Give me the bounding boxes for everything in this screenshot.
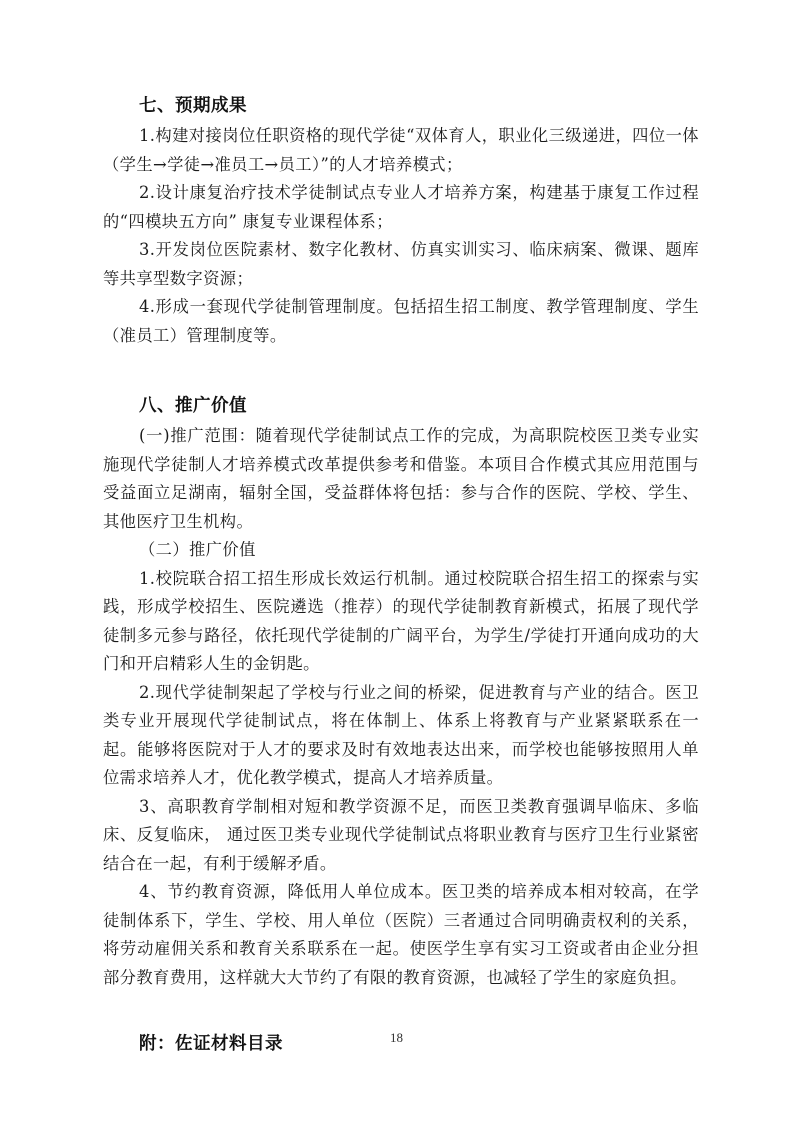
section-heading: 附：佐证材料目录 [139, 1034, 283, 1054]
subheading: （二）推广价值 [139, 540, 256, 559]
paragraph: 3.开发岗位医院素材、数字化教材、仿真实训实习、临床病案、微课、题库等共享型数字资源； [103, 240, 699, 288]
section-heading: 八、推广价值 [139, 396, 247, 416]
paragraph: (一)推广范围：随着现代学徒制试点工作的完成，为高职院校医卫类专业实施现代学徒制人才培养模式改革提供参考和借鉴。本项目合作模式其应用范围与受益面立足湖南，辐射全国，受益群体将包括：参与合作的医院、学校、学生、其他医疗卫生机构。 [103, 426, 699, 531]
paragraph: 4、节约教育资源，降低用人单位成本。医卫类的培养成本相对较高，在学徒制体系下，学生、学校、用人单位（医院）三者通过合同明确责权利的关系，将劳动雇佣关系和教育关系联系在一起。使医学生享有实习工资或者由企业分担部分教育费用，这样就大大节约了有限的教育资源，也减轻了学生的家庭负担。 [103, 882, 699, 987]
paragraph: 2.现代学徒制架起了学校与行业之间的桥梁，促进教育与产业的结合。医卫类专业开展现代学徒制试点，将在体制上、体系上将教育与产业紧紧联系在一起。能够将医院对于人才的要求及时有效地表达出来，而学校也能够按照用人单位需求培养人才，优化教学模式，提高人才培养质量。 [103, 682, 699, 787]
paragraph: 4.形成一套现代学徒制管理制度。包括招生招工制度、教学管理制度、学生（准员工）管理制度等。 [103, 297, 699, 345]
section-expected-results [103, 92, 699, 350]
paragraph: 2.设计康复治疗技术学徒制试点专业人才培养方案，构建基于康复工作过程的“四模块五方向” 康复专业课程体系； [103, 183, 699, 231]
paragraph: 1.校院联合招工招生形成长效运行机制。通过校院联合招生招工的探索与实践，形成学校招生、医院遴选（推荐）的现代学徒制教育新模式，拓展了现代学徒制多元参与路径，依托现代学徒制的广阔平台，为学生/学徒打开通向成功的大门和开启精彩人生的金钥匙。 [103, 568, 699, 673]
paragraph: 1.构建对接岗位任职资格的现代学徒“双体育人，职业化三级递进，四位一体（学生→学徒→准员工→员工）”的人才培养模式； [103, 126, 699, 174]
section-heading: 七、预期成果 [139, 96, 247, 116]
section-promotion-value [103, 392, 699, 992]
paragraph: 3、高职教育学制相对短和教学资源不足，而医卫类教育强调早临床、多临床、反复临床， 通过医卫类专业现代学徒制试点将职业教育与医疗卫生行业紧密结合在一起，有利于缓解矛盾。 [103, 796, 699, 873]
page-number: 18 [390, 1030, 403, 1045]
document-page [103, 92, 699, 1058]
